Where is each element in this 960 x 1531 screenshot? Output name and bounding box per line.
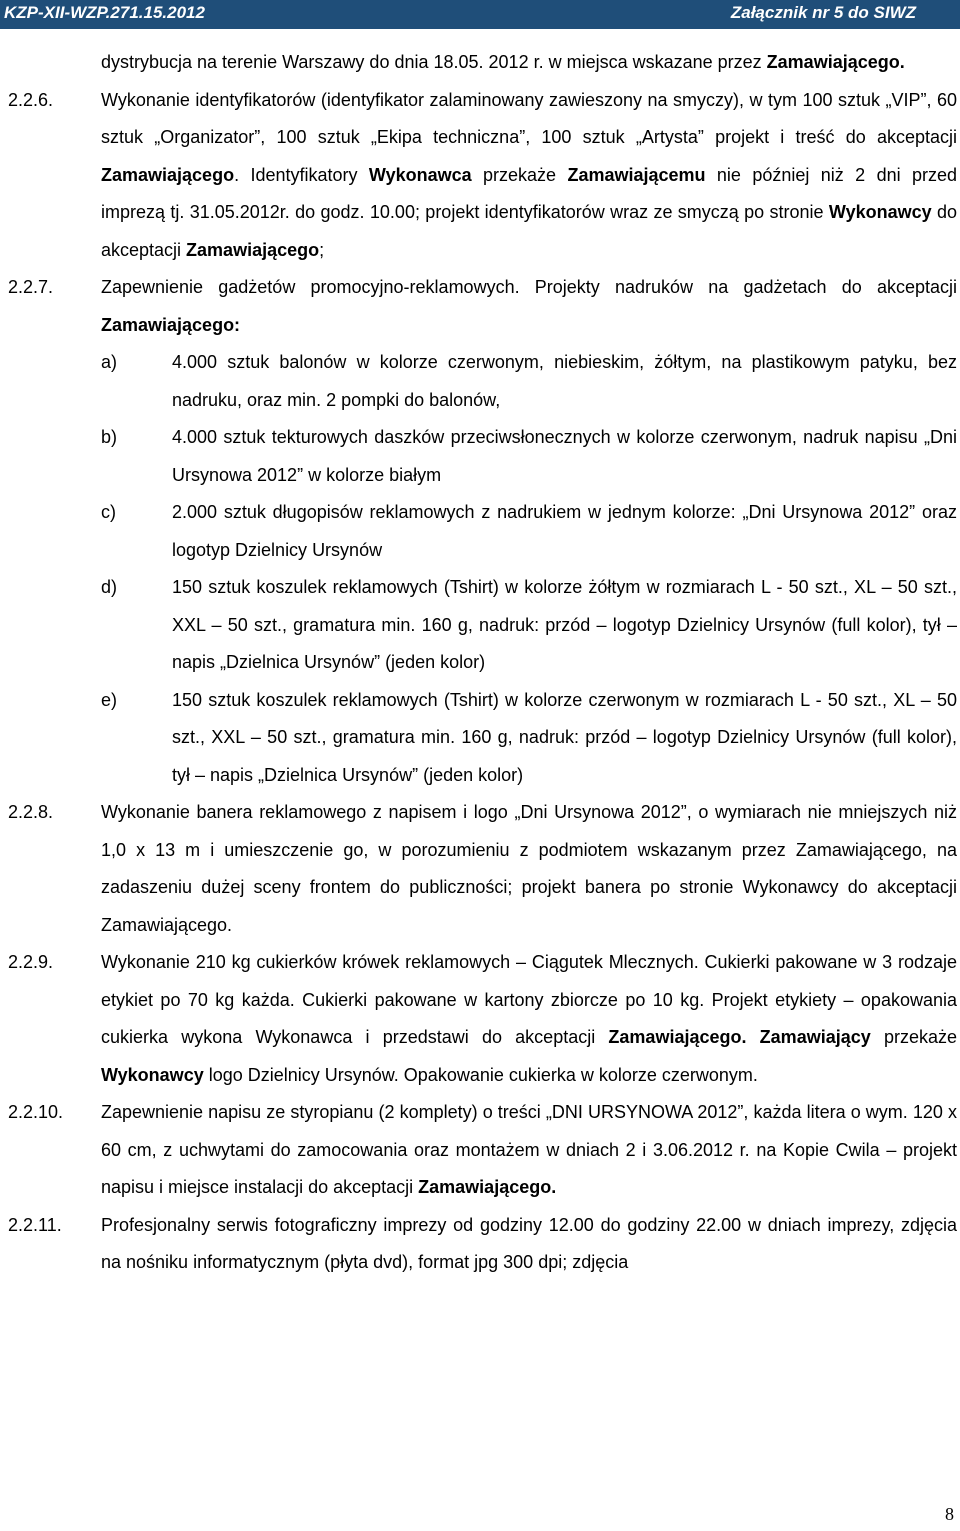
page-header xyxy=(0,0,960,29)
text-run: ; xyxy=(319,239,325,260)
bold-text-run: Wykonawcy xyxy=(828,202,932,222)
bold-text-run: Zamawiającego. xyxy=(418,1177,557,1197)
text-run: Wykonanie identyfikatorów (identyfikator zalaminowany zawieszony na smyczy), w tym 100 sztuk „VIP”, 60 sztuk „Organizator”, 100 sztuk „Ekipa techniczna”, 100 sztuk „Artysta” projekt i treść do akceptacji xyxy=(101,89,957,147)
section-2-2-10 xyxy=(0,1094,960,1207)
section-number: 2.2.6. xyxy=(8,89,54,110)
section-2-2-6 xyxy=(0,82,960,270)
bold-text-run: Zamawiającego. Zamawiający xyxy=(608,1027,871,1047)
section-text xyxy=(101,1094,957,1207)
bold-text-run: Zamawiającego: xyxy=(101,314,241,335)
list-item-e xyxy=(0,682,960,795)
text-run: nie później niż 2 dni przed imprezą tj. 31.05.2012r. do godz. 10.00; projekt identyfikatorów wraz ze smyczą po stronie xyxy=(101,164,958,222)
section-2-2-9 xyxy=(0,944,960,1094)
list-item-label: d) xyxy=(101,577,118,597)
page-number: 8 xyxy=(945,1504,954,1524)
text-run: przekaże xyxy=(471,164,568,185)
text-run: przekaże xyxy=(870,1027,957,1047)
list-item-a xyxy=(0,344,960,419)
section-number: 2.2.9. xyxy=(8,952,54,972)
section-number: 2.2.8. xyxy=(8,802,54,822)
text-run: Wykonanie 210 kg cukierków krówek reklamowych – Ciągutek Mlecznych. Cukierki pakowane w 3 rodzaje etykiet po 70 kg każda. Cukierki pakowane w kartony zbiorcze po 10 kg. Projekt etykiety – opakowania cukierka wykona Wykonawca i przedstawi do akceptacji xyxy=(101,952,957,1047)
list-item-label: e) xyxy=(101,689,118,710)
list-item-label: c) xyxy=(101,502,116,522)
document-body xyxy=(0,44,960,1282)
list-item-b xyxy=(0,419,960,494)
text-run: logo Dzielnicy Ursynów. Opakowanie cukierka w kolorze czerwonym. xyxy=(203,1064,758,1085)
list-item-text: 150 sztuk koszulek reklamowych (Tshirt) w kolorze czerwonym w rozmiarach L - 50 szt., XL – 50 szt., XXL – 50 szt., gramatura min. 160 g, nadruk: przód – logotyp Dzielnicy Ursynów (full kolor), tył – napis „Dzielnica Ursynów” (jeden kolor) xyxy=(172,689,957,785)
list-item-c xyxy=(0,494,960,569)
section-text xyxy=(101,1207,957,1282)
list-item-text: 2.000 sztuk długopisów reklamowych z nadrukiem w jednym kolorze: „Dni Ursynowa 2012” oraz logotyp Dzielnicy Ursynów xyxy=(172,502,957,560)
list-item-text: 150 sztuk koszulek reklamowych (Tshirt) w kolorze żółtym w rozmiarach L - 50 szt., XL – 50 szt., XXL – 50 szt., gramatura min. 160 g, nadruk: przód – logotyp Dzielnicy Ursynów (full kolor), tył – napis „Dzielnica Ursynów” (jeden kolor) xyxy=(172,577,957,672)
section-number: 2.2.10. xyxy=(8,1102,64,1122)
attachment-label: Załącznik nr 5 do SIWZ xyxy=(730,3,916,22)
text-run: do akceptacji xyxy=(101,202,957,260)
intro-text xyxy=(101,44,957,82)
list-item-d xyxy=(0,569,960,682)
text-run: dystrybucja na terenie Warszawy do dnia 18.05. 2012 r. w miejsca wskazane przez xyxy=(101,52,767,72)
bold-text-run: Zamawiającego xyxy=(101,164,235,185)
section-2-2-11 xyxy=(0,1207,960,1282)
section-number: 2.2.11. xyxy=(8,1214,62,1235)
text-run: . Identyfikatory xyxy=(234,164,369,185)
document-reference: KZP-XII-WZP.271.15.2012 xyxy=(4,3,205,22)
intro-paragraph xyxy=(0,44,960,82)
list-item-label: b) xyxy=(101,427,118,447)
section-text xyxy=(101,269,957,344)
bold-text-run: Zamawiającego xyxy=(186,239,320,260)
bold-text-run: Wykonawca xyxy=(368,164,472,185)
bold-text-run: Zamawiającemu xyxy=(567,164,706,185)
text-run: Zapewnienie gadżetów promocyjno-reklamowych. Projekty nadruków na gadżetach do akceptacji xyxy=(101,277,957,297)
list-item-label: a) xyxy=(101,352,118,372)
section-text xyxy=(101,944,957,1094)
section-text xyxy=(101,794,957,944)
section-2-2-7 xyxy=(0,269,960,344)
bold-text-run: Wykonawcy xyxy=(101,1064,204,1085)
section-number: 2.2.7. xyxy=(8,277,54,297)
bold-text-run: Zamawiającego. xyxy=(766,52,905,72)
text-run: Profesjonalny serwis fotograficzny imprezy od godziny 12.00 do godziny 22.00 w dniach imprezy, zdjęcia na nośniku informatycznym (płyta dvd), format jpg 300 dpi; zdjęcia xyxy=(101,1214,957,1272)
list-item-text: 4.000 sztuk balonów w kolorze czerwonym, niebieskim, żółtym, na plastikowym patyku, bez nadruku, oraz min. 2 pompki do balonów, xyxy=(172,352,957,410)
section-2-2-8 xyxy=(0,794,960,944)
text-run: Wykonanie banera reklamowego z napisem i logo „Dni Ursynowa 2012”, o wymiarach nie mniejszych niż 1,0 x 13 m i umieszczenie go, w porozumieniu z podmiotem wskazanym przez Zamawiającego, na zadaszeniu dużej sceny frontem do publiczności; projekt banera po stronie Wykonawcy do akceptacji Zamawiającego. xyxy=(101,802,957,935)
list-item-text: 4.000 sztuk tekturowych daszków przeciwsłonecznych w kolorze czerwonym, nadruk napisu „Dni Ursynowa 2012” w kolorze białym xyxy=(172,427,957,485)
text-run: Zapewnienie napisu ze styropianu (2 komplety) o treści „DNI URSYNOWA 2012”, każda litera o wym. 120 x 60 cm, z uchwytami do zamocowania oraz montażem w dniach 2 i 3.06.2012 r. na Kopie Cwila – projekt napisu i miejsce instalacji do akceptacji xyxy=(101,1102,957,1197)
section-text xyxy=(101,82,957,270)
